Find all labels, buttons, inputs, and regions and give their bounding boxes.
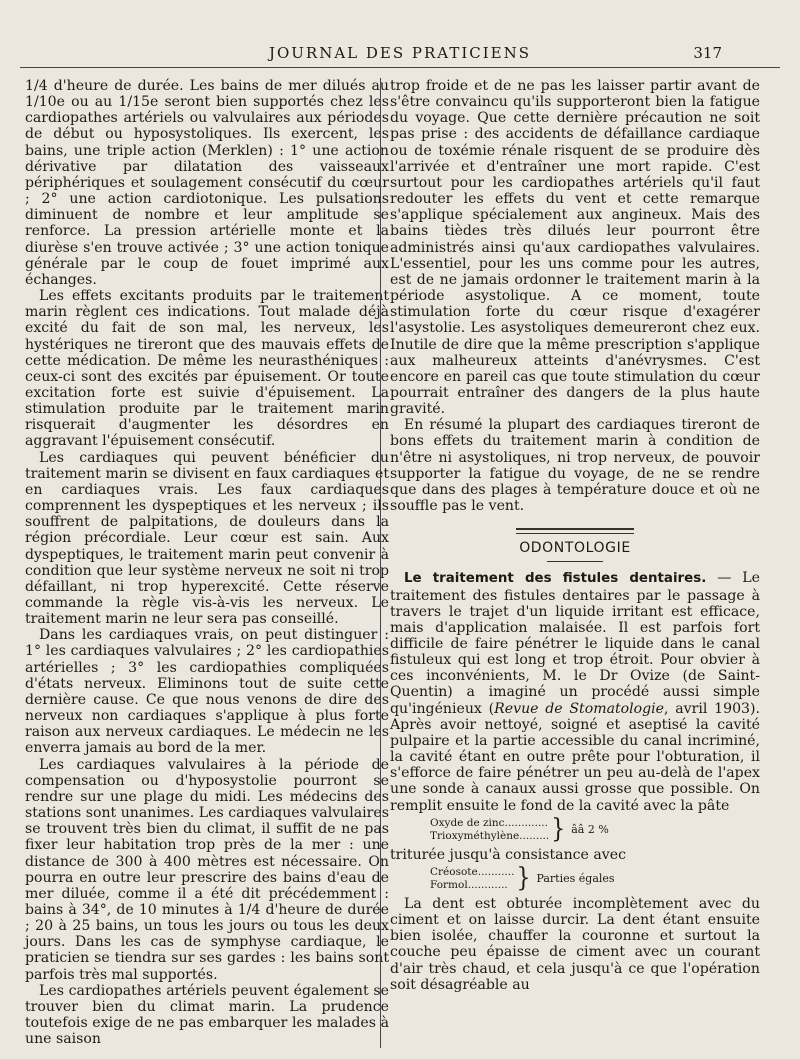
formula-solvent: [430, 863, 760, 894]
header-rule: [20, 67, 780, 68]
brace-glyph: }: [516, 863, 531, 894]
paragraph: Dans les cardiaques vrais, on peut distinguer : 1° les cardiaques valvulaires ; 2° les cardiopathies artérielles ; 3° les cardiopathies compliquées d'états nerveux. Eliminons tout de suite cette dernière cause. Ce que nous venons de dire des nerveux non cardiaques s'applique à plus forte raison aux nerveux cardiaques. Le médecin ne les enverra jamais au bord de la mer.: [25, 627, 389, 757]
brace-glyph: }: [551, 814, 566, 845]
column-divider: [380, 78, 381, 1048]
article-text: — Le traitement des fistules dentaires par le passage à travers le trajet d'un liquide irritant est efficace, mais d'application malaisée. Il est parfois fort difficile de faire pénétrer le liquide dans le canal fistuleux qui est long et trop étroit. Pour obvier à ces inconvénients, M. le Dr Ovize (de Saint-Quentin) a imaginé un procédé aussi simple qu'ingénieux (: [390, 570, 760, 717]
article-reference: Revue de Stomatologie: [494, 700, 664, 717]
formula-line: Créosote...........: [430, 865, 515, 878]
paragraph: La dent est obturée incomplètement avec du ciment et on laisse durcir. La dent étant ensuite bien isolée, chauffer la couronne et surtout la couche peu épaisse de ciment avec un courant d'air très chaud, et cela jusqu'à ce que l'opération soit désagréable au: [390, 895, 760, 993]
paragraph: 1/4 d'heure de durée. Les bains de mer dilués au 1/10e ou au 1/15e seront bien supportés chez les cardiopathes artériels ou valvulaires aux périodes de début ou hyposystoliques. Ils exercent, les bains, une triple action (Merklen) : 1° une action dérivative par dilatation des vaisseaux périphériques et soulagement consécutif du cœur ; 2° une action cardiotonique. Les pulsations diminuent de nombre et leur amplitude se renforce. La pression artérielle monte et la diurèse s'en trouve activée ; 3° une action tonique générale par le coup de fouet imprimé aux échanges.: [25, 78, 389, 288]
section-heading: [390, 528, 760, 562]
journal-title: JOURNAL DES PRATICIENS: [268, 44, 532, 62]
section-rule-short: [547, 561, 603, 562]
formula-note: Parties égales: [536, 872, 615, 886]
article-paragraph: [390, 570, 760, 813]
paragraph: Les effets excitants produits par le traitement marin règlent ces indications. Tout malade déjà excité du fait de son mal, les nerveux, les hystériques ne tireront que des mauvais effets de cette médication. De même les neurasthéniques : ceux-ci sont des excités par épuisement. Or toute excitation forte est suivie d'épuisement. La stimulation produite par le traitement marin risquerait d'augmenter les désordres en aggravant l'épuisement consécutif.: [25, 288, 389, 450]
formula-line: Oxyde de zinc.............: [430, 816, 548, 829]
paragraph: trop froide et de ne pas les laisser partir avant de s'être convaincu qu'ils supporteront bien la fatigue du voyage. Que cette dernière précaution ne soit pas prise : des accidents de défaillance cardiaque ou de toxémie rénale risquent de se produire dès l'arrivée et d'entraîner une mort rapide. C'est surtout pour les cardiopathes artériels qu'il faut redouter les effets du vent et cette remarque s'applique spécialement aux angineux. Mais des bains tièdes très dilués leur pourront être administrés ainsi qu'aux cardiopathes valvulaires. L'essentiel, pour les uns comme pour les autres, est de ne jamais ordonner le traitement marin à la période asystolique. A ce moment, toute stimulation forte du cœur risque d'exagérer l'asystolie. Les asystoliques demeureront chez eux. Inutile de dire que la même prescription s'applique aux malheureux atteints d'anévrysmes. C'est encore en pareil cas que toute stimulation du cœur pourrait entraîner des dangers de la plus haute gravité.: [390, 78, 760, 418]
right-column: [390, 78, 760, 993]
paragraph: En résumé la plupart des cardiaques tireront de bons effets du traitement marin à condition de n'être ni asystoliques, ni trop nerveux, de pouvoir supporter la fatigue du voyage, de ne se rendre que dans des plages à température douce et où ne souffle pas le vent.: [390, 417, 760, 515]
formula-line: Formol............: [430, 878, 508, 891]
page-number: 317: [693, 44, 722, 62]
formula-note: ââ 2 %: [571, 823, 609, 837]
section-rule: [516, 528, 634, 534]
paragraph: triturée jusqu'à consistance avec: [390, 846, 626, 863]
article-text: , avril 1903). Après avoir nettoyé, soigné et aseptisé la cavité pulpaire et la partie accessible du canal incriminé, la cavité étant en outre prête pour l'obturation, il s'efforce de faire pénétrer un peu au-delà de l'apex une sonde à canaux aussi grosse que possible. On remplit ensuite le fond de la cavité avec la pâte: [390, 700, 760, 814]
running-header: [0, 40, 800, 70]
section-title: ODONTOLOGIE: [519, 540, 631, 557]
paragraph: Les cardiopathes artériels peuvent également se trouver bien du climat marin. La prudence toutefois exige de ne pas embarquer les malades à une saison: [25, 982, 389, 1048]
formula-line: Trioxyméthylène.........: [430, 829, 550, 842]
paragraph: Les cardiaques qui peuvent bénéficier du traitement marin se divisent en faux cardiaques et en cardiaques vrais. Les faux cardiaques comprennent les dyspeptiques et les nerveux ; ils souffrent de palpitations, de douleurs dans la région précordiale. Leur cœur est sain. Aux dyspeptiques, le traitement marin peut convenir à condition que leur système nerveux ne soit ni trop défaillant, ni trop hyperexcité. Cette réserve commande la règle vis-à-vis les nerveux. Le traitement marin ne leur sera pas conseillé.: [25, 449, 389, 628]
paragraph: Les cardiaques valvulaires à la période de compensation ou d'hyposystolie pourront se rendre sur une plage du midi. Les médecins des stations sont unanimes. Les cardiaques valvulaires se trouvent très bien du climat, il suffit de ne pas fixer leur habitation trop près de la mer : une distance de 300 à 400 mètres est nécessaire. On pourra en outre leur prescrire des bains d'eau de mer diluée, comme il a été dit précédemment : bains à 34°, de 10 minutes à 1/4 d'heure de durée ; 20 à 25 bains, un tous les jours ou tous les deux jours. Dans les cas de symphyse cardiaque, le praticien se tiendra sur ses gardes : les bains sont parfois très mal supportés.: [25, 756, 389, 983]
formula-paste: [430, 814, 760, 845]
left-column: [25, 78, 389, 1047]
article-title: Le traitement des fistules dentaires.: [404, 571, 707, 587]
